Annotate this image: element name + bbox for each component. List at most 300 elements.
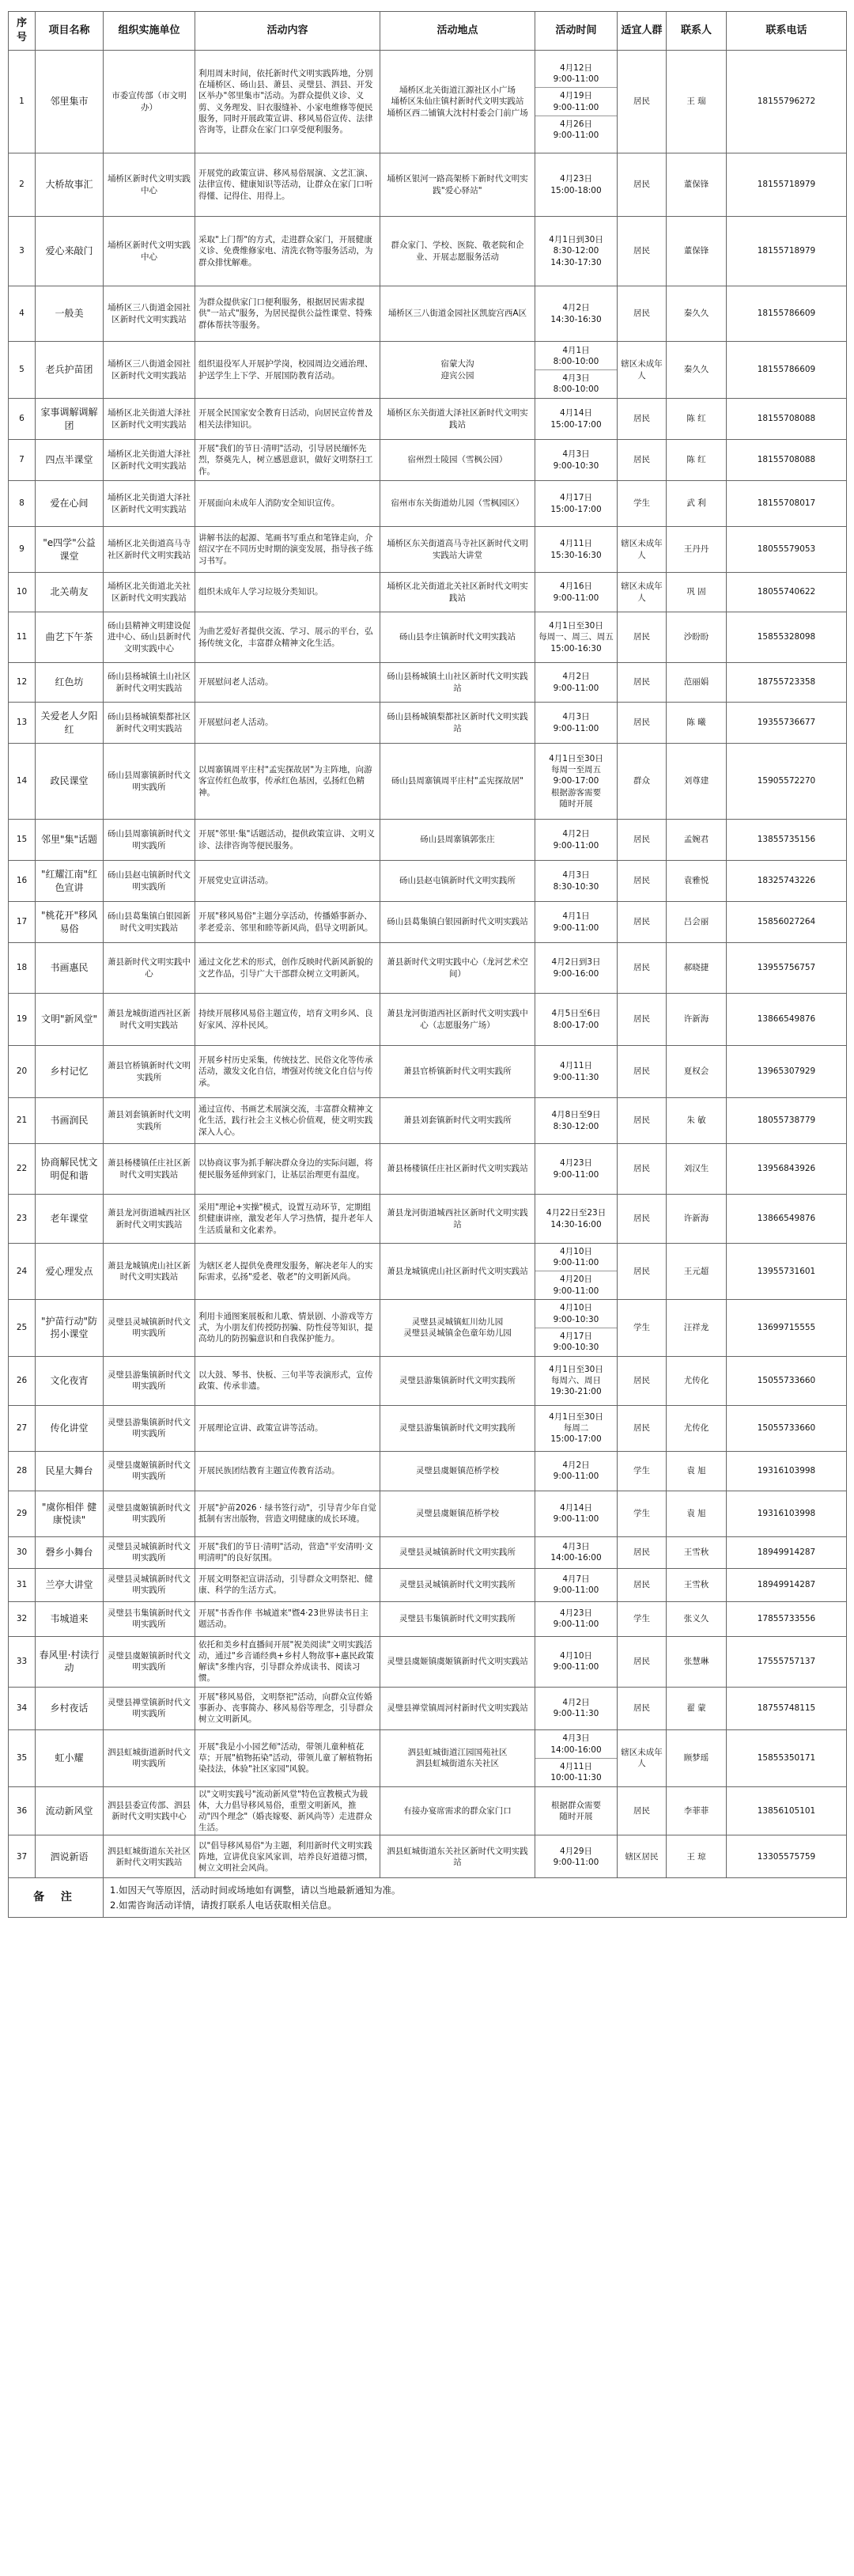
activity-content: 讲解书法的起源、笔画书写重点和笔锋走向，介绍汉字在不同历史时期的演变发展，指导孩子练习书写。 <box>195 527 380 573</box>
contact-phone: 17855733556 <box>727 1601 847 1636</box>
schedule-table-wrap <box>8 11 846 1918</box>
row-no: 6 <box>9 399 36 440</box>
table-row <box>9 1299 847 1356</box>
target-crowd: 居民 <box>618 1356 667 1405</box>
project-name: 磬乡小舞台 <box>36 1536 104 1568</box>
target-crowd: 居民 <box>618 1687 667 1729</box>
activity-location: 埇桥区北关街道北关社区新时代文明实践站 <box>380 573 535 612</box>
contact-phone: 18155786609 <box>727 286 847 342</box>
project-name: 老兵护苗团 <box>36 342 104 399</box>
contact-phone: 18155786609 <box>727 342 847 399</box>
time-slot: 4月8日至9日 8:30-12:00 <box>551 1110 601 1131</box>
organizer: 埇桥区三八街道金园社区新时代文明实践站 <box>104 286 195 342</box>
organizer: 灵璧县虞姬镇新时代文明实践所 <box>104 1451 195 1491</box>
activity-time <box>535 1601 618 1636</box>
row-no: 2 <box>9 153 36 217</box>
header-contact: 联系人 <box>667 12 727 51</box>
row-no: 36 <box>9 1786 36 1835</box>
table-row <box>9 1405 847 1451</box>
table-row <box>9 217 847 286</box>
contact-person: 秦久久 <box>667 286 727 342</box>
project-name: "红耀江南"红色宣讲 <box>36 861 104 902</box>
activity-content: 采用"理论+实操"模式，设置互动环节，定期组织健康讲座，激发老年人学习热情，提升老年人生活质量和文化素养。 <box>195 1195 380 1244</box>
project-name: 兰亭大讲堂 <box>36 1568 104 1601</box>
activity-location: 砀山县周寨镇周平庄村"孟宪探故居" <box>380 744 535 820</box>
time-slot: 4月23日 15:00-18:00 <box>550 174 602 195</box>
target-crowd: 辖区未成年人 <box>618 1729 667 1786</box>
activity-time <box>535 1299 618 1356</box>
contact-person: 刘汉生 <box>667 1144 727 1195</box>
row-no: 18 <box>9 943 36 994</box>
contact-phone: 13955731601 <box>727 1244 847 1300</box>
table-row <box>9 527 847 573</box>
activity-location: 群众家门、学校、医院、敬老院和企业、开展志愿服务活动 <box>380 217 535 286</box>
row-no: 13 <box>9 703 36 744</box>
activity-content: 持续开展移风易俗主题宣传，培育文明乡风、良好家风、淳朴民风。 <box>195 994 380 1046</box>
row-no: 24 <box>9 1244 36 1300</box>
project-name: 乡村夜话 <box>36 1687 104 1729</box>
target-crowd: 居民 <box>618 612 667 663</box>
project-name: 文明"新风堂" <box>36 994 104 1046</box>
row-no: 28 <box>9 1451 36 1491</box>
row-no: 15 <box>9 820 36 861</box>
row-no: 22 <box>9 1144 36 1195</box>
activity-content: 开展"我是小小园艺师"活动，带领儿童种植花草；开展"植物拓染"活动，带领儿童了解植物拓染技法，体验"社区家园"风貌。 <box>195 1729 380 1786</box>
activity-time <box>535 1835 618 1878</box>
time-slot: 4月10日 9:00-10:30 <box>535 1300 617 1328</box>
activity-location: 埇桥区银河一路高架桥下新时代文明实践"爱心驿站" <box>380 153 535 217</box>
contact-phone: 17555757137 <box>727 1636 847 1687</box>
project-name: 政民课堂 <box>36 744 104 820</box>
table-row <box>9 1687 847 1729</box>
project-name: 民星大舞台 <box>36 1451 104 1491</box>
activity-time <box>535 1046 618 1098</box>
target-crowd: 居民 <box>618 1195 667 1244</box>
contact-phone: 13955756757 <box>727 943 847 994</box>
time-slot: 4月2日 9:00-11:30 <box>553 1698 599 1719</box>
activity-time <box>535 1195 618 1244</box>
contact-person: 董保锋 <box>667 217 727 286</box>
time-slot: 4月26日 9:00-11:00 <box>553 119 599 140</box>
project-name: 曲艺下午茶 <box>36 612 104 663</box>
activity-content: 为群众提供家门口便利服务，根据居民需求提供"一站式"服务，为居民提供公益性课堂、特殊群体帮扶等服务。 <box>195 286 380 342</box>
row-no: 35 <box>9 1729 36 1786</box>
header-content: 活动内容 <box>195 12 380 51</box>
contact-person: 尤传化 <box>667 1356 727 1405</box>
activity-content: 开展慰问老人活动。 <box>195 663 380 703</box>
contact-phone: 18055738779 <box>727 1098 847 1144</box>
activity-content: 开展"书香作伴 书城道来"暨4·23世界读书日主题活动。 <box>195 1601 380 1636</box>
row-no: 9 <box>9 527 36 573</box>
contact-phone: 19316103998 <box>727 1451 847 1491</box>
activity-location: 埇桥区东关街道大泽社区新时代文明实践站 <box>380 399 535 440</box>
target-crowd: 居民 <box>618 703 667 744</box>
activity-content: 开展民族团结教育主题宣传教育活动。 <box>195 1451 380 1491</box>
activity-time <box>535 1098 618 1144</box>
row-no: 37 <box>9 1835 36 1878</box>
contact-person: 王元超 <box>667 1244 727 1300</box>
contact-person: 王雪秋 <box>667 1536 727 1568</box>
activity-time <box>535 994 618 1046</box>
target-crowd: 居民 <box>618 820 667 861</box>
time-slot: 4月11日 10:00-11:30 <box>550 1761 602 1782</box>
organizer: 砀山县赵屯镇新时代文明实践所 <box>104 861 195 902</box>
table-body <box>9 51 847 1878</box>
activity-location: 宿州烈士陵园（雪枫公园） <box>380 440 535 481</box>
project-name: "桃花开"移风易俗 <box>36 902 104 943</box>
activity-time <box>535 440 618 481</box>
row-no: 8 <box>9 481 36 527</box>
contact-person: 陈 曦 <box>667 703 727 744</box>
time-slot: 4月2日 9:00-11:00 <box>553 672 599 693</box>
organizer: 萧县刘套镇新时代文明实践所 <box>104 1098 195 1144</box>
activity-location: 砀山县杨城镇土山社区新时代文明实践站 <box>380 663 535 703</box>
contact-person: 巩 固 <box>667 573 727 612</box>
activity-content: 以"倡导移风易俗"为主题，利用新时代文明实践阵地，宣讲优良家风家训，培养良好道德习惯，树立文明社会风尚。 <box>195 1835 380 1878</box>
activity-time <box>535 51 618 153</box>
row-no: 29 <box>9 1491 36 1536</box>
time-slot: 4月12日 9:00-11:00 <box>535 60 617 88</box>
notes-row <box>9 1878 847 1918</box>
table-row <box>9 1451 847 1491</box>
activity-location: 灵璧县虞姬镇虞姬镇新时代文明实践站 <box>380 1636 535 1687</box>
organizer: 萧县杨楼镇任庄社区新时代文明实践站 <box>104 1144 195 1195</box>
table-row <box>9 1244 847 1300</box>
activity-content: 开展"移风易俗"主题分享活动，传播婚事新办、孝老爱亲、邻里和睦等新风尚，倡导文明新风。 <box>195 902 380 943</box>
header-crowd: 适宜人群 <box>618 12 667 51</box>
time-slot: 4月10日 9:00-11:00 <box>535 1244 617 1271</box>
activity-time <box>535 902 618 943</box>
table-row <box>9 744 847 820</box>
project-name: 传化讲堂 <box>36 1405 104 1451</box>
table-row <box>9 1568 847 1601</box>
activity-content: 组织退役军人开展护学岗，校园周边交通治理、护送学生上下学、开展国防教育活动。 <box>195 342 380 399</box>
row-no: 33 <box>9 1636 36 1687</box>
time-slot: 4月11日 15:30-16:30 <box>550 539 602 560</box>
organizer: 埇桥区新时代文明实践中心 <box>104 153 195 217</box>
activity-content: 依托和美乡村直播间开展"祝美阅读"文明实践活动，通过"乡音诵经典+乡村人物故事+惠民政策解读"多维内容，引导群众养成读书、阅读习惯。 <box>195 1636 380 1687</box>
target-crowd: 居民 <box>618 1144 667 1195</box>
time-slot: 4月1日至30日 每周一至周五 9:00-17:00 根据游客需要 随时开展 <box>549 754 603 809</box>
contact-person: 翟 蒙 <box>667 1687 727 1729</box>
contact-person: 朱 敏 <box>667 1098 727 1144</box>
time-slot: 4月1日至30日 每周二 15:00-17:00 <box>549 1411 603 1445</box>
organizer: 砀山县周寨镇新时代文明实践所 <box>104 820 195 861</box>
project-name: 邻里"集"话题 <box>36 820 104 861</box>
project-name: 关爱老人夕阳红 <box>36 703 104 744</box>
activity-content: 开展乡村历史采集，传统技艺、民俗文化等传承活动，激发文化自信，增强对传统文化自信与传承。 <box>195 1046 380 1098</box>
row-no: 12 <box>9 663 36 703</box>
activity-content: 开展"我们的节日·清明"活动，引导居民缅怀先烈，祭奠先人，树立感恩意识，做好文明祭扫工作。 <box>195 440 380 481</box>
activity-time <box>535 820 618 861</box>
contact-phone: 13965307929 <box>727 1046 847 1098</box>
target-crowd: 居民 <box>618 1405 667 1451</box>
table-row <box>9 1536 847 1568</box>
project-name: 红色坊 <box>36 663 104 703</box>
contact-phone: 13866549876 <box>727 994 847 1046</box>
table-row <box>9 1195 847 1244</box>
contact-phone: 18949914287 <box>727 1536 847 1568</box>
time-slot: 4月14日 9:00-11:00 <box>553 1503 599 1525</box>
table-row <box>9 902 847 943</box>
project-name: 协商解民忧文明促和谐 <box>36 1144 104 1195</box>
contact-person: 许新海 <box>667 1195 727 1244</box>
header-no: 序号 <box>9 12 36 51</box>
time-slot: 4月3日 9:00-11:00 <box>553 712 599 733</box>
activity-location: 萧县新时代文明实践中心（龙河艺术空间） <box>380 943 535 994</box>
time-slot: 4月3日 14:00-16:00 <box>550 1542 602 1563</box>
activity-location: 灵璧县游集镇新时代文明实践所 <box>380 1356 535 1405</box>
row-no: 16 <box>9 861 36 902</box>
activity-time <box>535 1144 618 1195</box>
time-slot: 4月3日 14:00-16:00 <box>535 1730 617 1758</box>
activity-location: 泗县虹城街道东关社区新时代文明实践站 <box>380 1835 535 1878</box>
contact-phone: 15855328098 <box>727 612 847 663</box>
contact-person: 夏权会 <box>667 1046 727 1098</box>
activity-content: 开展"护苗2026 · 绿书签行动"，引导青少年自觉抵制有害出版物，营造文明健康的成长环境。 <box>195 1491 380 1536</box>
table-row <box>9 703 847 744</box>
table-row <box>9 286 847 342</box>
organizer: 灵璧县韦集镇新时代文明实践所 <box>104 1601 195 1636</box>
table-row <box>9 1729 847 1786</box>
contact-phone: 15856027264 <box>727 902 847 943</box>
activity-time <box>535 1786 618 1835</box>
organizer: 砀山县杨城镇土山社区新时代文明实践站 <box>104 663 195 703</box>
time-slot: 4月23日 9:00-11:00 <box>553 1158 599 1180</box>
organizer: 埇桥区新时代文明实践中心 <box>104 217 195 286</box>
contact-person: 王雪秋 <box>667 1568 727 1601</box>
target-crowd: 居民 <box>618 440 667 481</box>
organizer: 灵璧县禅堂镇新时代文明实践所 <box>104 1687 195 1729</box>
table-row <box>9 399 847 440</box>
time-slot: 4月1日 9:00-11:00 <box>553 911 599 933</box>
contact-person: 尤传化 <box>667 1405 727 1451</box>
contact-person: 武 利 <box>667 481 727 527</box>
contact-person: 王 琼 <box>667 1835 727 1878</box>
activity-time <box>535 703 618 744</box>
organizer: 砀山县周寨镇新时代文明实践所 <box>104 744 195 820</box>
activity-location: 灵璧县游集镇新时代文明实践所 <box>380 1405 535 1451</box>
activity-content: 通过宣传、书画艺术展演交流，丰富群众精神文化生活，践行社会主义核心价值观，使文明实践深入人心。 <box>195 1098 380 1144</box>
activity-time <box>535 217 618 286</box>
time-slot: 4月22日至23日 14:30-16:00 <box>546 1208 606 1229</box>
target-crowd: 学生 <box>618 1299 667 1356</box>
organizer: 埇桥区北关街道大泽社区新时代文明实践站 <box>104 481 195 527</box>
time-slot: 4月23日 9:00-11:00 <box>553 1608 599 1630</box>
activity-time <box>535 1244 618 1300</box>
activity-content: 通过文化艺术的形式，创作反映时代新风新貌的文艺作品，引导广大干部群众树立文明新风。 <box>195 943 380 994</box>
contact-phone: 18155708088 <box>727 399 847 440</box>
table-row <box>9 573 847 612</box>
notes-text: 1.如因天气等原因，活动时间或场地如有调整，请以当地最新通知为准。 2.如需咨询活动详情，请拨打联系人电话获取相关信息。 <box>104 1878 847 1918</box>
activity-location: 砀山县李庄镇新时代文明实践站 <box>380 612 535 663</box>
organizer: 埇桥区北关街道高马寺社区新时代文明实践站 <box>104 527 195 573</box>
project-name: 乡村记忆 <box>36 1046 104 1098</box>
row-no: 30 <box>9 1536 36 1568</box>
target-crowd: 居民 <box>618 1786 667 1835</box>
activity-location: 萧县刘套镇新时代文明实践所 <box>380 1098 535 1144</box>
time-slot: 4月17日 9:00-10:30 <box>553 1331 599 1352</box>
table-row <box>9 612 847 663</box>
contact-phone: 18755748115 <box>727 1687 847 1729</box>
activity-location: 灵璧县虞姬镇范桥学校 <box>380 1491 535 1536</box>
row-no: 32 <box>9 1601 36 1636</box>
organizer: 灵璧县虞姬镇新时代文明实践所 <box>104 1636 195 1687</box>
activity-schedule-table <box>8 11 847 1918</box>
activity-content: 开展党史宣讲活动。 <box>195 861 380 902</box>
activity-location: 灵璧县虞姬镇范桥学校 <box>380 1451 535 1491</box>
organizer: 市委宣传部（市文明办） <box>104 51 195 153</box>
time-slot: 4月19日 9:00-11:00 <box>535 88 617 116</box>
table-row <box>9 663 847 703</box>
contact-phone: 19355736677 <box>727 703 847 744</box>
activity-location: 灵璧县灵城镇新时代文明实践所 <box>380 1568 535 1601</box>
time-slot: 4月1日 8:00-10:00 <box>535 343 617 370</box>
activity-time <box>535 744 618 820</box>
target-crowd: 居民 <box>618 286 667 342</box>
row-no: 23 <box>9 1195 36 1244</box>
table-row <box>9 1835 847 1878</box>
activity-location: 埇桥区北关街道江源社区小广场 埇桥区朱仙庄镇村新时代文明实践站 埇桥区西二铺镇大沈村村委会门前广场 <box>380 51 535 153</box>
time-slot: 4月2日到3日 9:00-16:00 <box>551 957 601 979</box>
activity-location: 灵璧县灵城镇虹川幼儿园 灵璧县灵城镇金色童年幼儿园 <box>380 1299 535 1356</box>
target-crowd: 居民 <box>618 153 667 217</box>
activity-location: 埇桥区三八街道金园社区凯旋宫西A区 <box>380 286 535 342</box>
target-crowd: 居民 <box>618 994 667 1046</box>
organizer: 灵璧县游集镇新时代文明实践所 <box>104 1356 195 1405</box>
contact-phone: 13305575759 <box>727 1835 847 1878</box>
target-crowd: 群众 <box>618 744 667 820</box>
table-row <box>9 994 847 1046</box>
contact-phone: 13856105101 <box>727 1786 847 1835</box>
activity-content: 开展党的政策宣讲、移风易俗展演、文艺汇演、法律宣传、健康知识等活动，让群众在家门口听得懂、记得住、用得上。 <box>195 153 380 217</box>
time-slot: 4月29日 9:00-11:00 <box>553 1846 599 1867</box>
activity-content: 以协商议事为抓手解决群众身边的实际问题，将便民服务延伸到家门，让基层治理更有温度。 <box>195 1144 380 1195</box>
target-crowd: 居民 <box>618 1098 667 1144</box>
time-slot: 4月1日至30日 每周六、周日 19:30-21:00 <box>549 1364 603 1397</box>
activity-content: 为辖区老人提供免费理发服务，解决老年人的实际需求，弘扬"爱老、敬老"的文明新风尚。 <box>195 1244 380 1300</box>
activity-content: 组织未成年人学习垃圾分类知识。 <box>195 573 380 612</box>
contact-person: 袁雅悦 <box>667 861 727 902</box>
contact-phone: 18755723358 <box>727 663 847 703</box>
table-row <box>9 943 847 994</box>
project-name: 虹小耀 <box>36 1729 104 1786</box>
contact-phone: 18325743226 <box>727 861 847 902</box>
target-crowd: 居民 <box>618 902 667 943</box>
project-name: "e四学"公益课堂 <box>36 527 104 573</box>
target-crowd: 居民 <box>618 1046 667 1098</box>
activity-content: 开展文明祭祀宣讲活动，引导群众文明祭祀、健康、科学的生活方式。 <box>195 1568 380 1601</box>
project-name: 家事调解调解团 <box>36 399 104 440</box>
activity-time <box>535 342 618 399</box>
time-slot: 4月16日 9:00-11:00 <box>553 581 599 603</box>
activity-time <box>535 1356 618 1405</box>
project-name: 邻里集市 <box>36 51 104 153</box>
activity-location: 萧县龙河街道西社区新时代文明实践中心（志愿服务广场） <box>380 994 535 1046</box>
organizer: 砀山县精神文明建设促进中心、砀山县新时代文明实践中心 <box>104 612 195 663</box>
contact-person: 陈 红 <box>667 399 727 440</box>
project-name: 爱在心间 <box>36 481 104 527</box>
row-no: 11 <box>9 612 36 663</box>
activity-content: 开展"移风易俗，文明祭祀"活动，向群众宣传婚事新办、丧事简办、移风易俗等理念，引导群众树立文明新风。 <box>195 1687 380 1729</box>
contact-person: 顾梦瑶 <box>667 1729 727 1786</box>
project-name: "护苗行动"防拐小课堂 <box>36 1299 104 1356</box>
project-name: 书画惠民 <box>36 943 104 994</box>
activity-content: 利用卡通图案展板和儿歌、情景剧、小游戏等方式，为小朋友们传授防拐骗、防性侵等知识，提高幼儿的防拐骗意识和自我保护能力。 <box>195 1299 380 1356</box>
header-project-name: 项目名称 <box>36 12 104 51</box>
target-crowd: 居民 <box>618 861 667 902</box>
activity-time <box>535 399 618 440</box>
time-slot: 4月2日 9:00-11:00 <box>553 1460 599 1482</box>
contact-phone: 15055733660 <box>727 1356 847 1405</box>
activity-content: 开展慰问老人活动。 <box>195 703 380 744</box>
organizer: 萧县龙河街道城西社区新时代文明实践站 <box>104 1195 195 1244</box>
activity-content: 以"文明实践号"流动新风堂"特色宣教模式为载体，大力倡导移风易俗，重塑文明新风，推动"四个理念"（婚丧嫁娶、新风尚等）走进群众生活。 <box>195 1786 380 1835</box>
organizer: 埇桥区北关街道大泽社区新时代文明实践站 <box>104 399 195 440</box>
activity-time <box>535 663 618 703</box>
header-time: 活动时间 <box>535 12 618 51</box>
target-crowd: 学生 <box>618 1451 667 1491</box>
time-slot: 4月3日 8:30-10:30 <box>553 870 599 892</box>
contact-phone: 18949914287 <box>727 1568 847 1601</box>
organizer: 埇桥区北关街道大泽社区新时代文明实践站 <box>104 440 195 481</box>
contact-phone: 15855350171 <box>727 1729 847 1786</box>
activity-location: 砀山县赵屯镇新时代文明实践所 <box>380 861 535 902</box>
contact-person: 孟婉君 <box>667 820 727 861</box>
table-row <box>9 1098 847 1144</box>
row-no: 5 <box>9 342 36 399</box>
organizer: 灵璧县虞姬镇新时代文明实践所 <box>104 1491 195 1536</box>
activity-time <box>535 573 618 612</box>
row-no: 31 <box>9 1568 36 1601</box>
contact-phone: 19316103998 <box>727 1491 847 1536</box>
project-name: 爱心理发点 <box>36 1244 104 1300</box>
table-row <box>9 1601 847 1636</box>
row-no: 26 <box>9 1356 36 1405</box>
target-crowd: 辖区未成年人 <box>618 573 667 612</box>
project-name: 一般美 <box>36 286 104 342</box>
header-phone: 联系电话 <box>727 12 847 51</box>
project-name: 老年课堂 <box>36 1195 104 1244</box>
contact-person: 范丽娟 <box>667 663 727 703</box>
contact-phone: 18155708017 <box>727 481 847 527</box>
activity-time <box>535 153 618 217</box>
activity-time <box>535 481 618 527</box>
organizer: 灵璧县灵城镇新时代文明实践所 <box>104 1536 195 1568</box>
contact-phone: 18055579053 <box>727 527 847 573</box>
project-name: 四点半课堂 <box>36 440 104 481</box>
activity-time <box>535 1405 618 1451</box>
contact-phone: 13866549876 <box>727 1195 847 1244</box>
organizer: 萧县新时代文明实践中心 <box>104 943 195 994</box>
time-slot: 4月3日 8:00-10:00 <box>553 373 599 395</box>
organizer: 灵璧县灵城镇新时代文明实践所 <box>104 1299 195 1356</box>
time-slot: 4月1日到30日 8:30-12:00 14:30-17:30 <box>549 235 603 267</box>
contact-person: 汪祥龙 <box>667 1299 727 1356</box>
table-row <box>9 1491 847 1536</box>
row-no: 1 <box>9 51 36 153</box>
time-slot: 4月10日 9:00-11:00 <box>553 1651 599 1673</box>
activity-location: 灵璧县禅堂镇周河村新时代文明实践站 <box>380 1687 535 1729</box>
project-name: 北关萌友 <box>36 573 104 612</box>
organizer: 泗县县委宣传部、泗县新时代文明实践中心 <box>104 1786 195 1835</box>
target-crowd: 学生 <box>618 481 667 527</box>
contact-person: 袁 旭 <box>667 1451 727 1491</box>
contact-person: 沙盼盼 <box>667 612 727 663</box>
project-name: 春风里·村读行动 <box>36 1636 104 1687</box>
time-slot: 4月20日 9:00-11:00 <box>553 1275 599 1296</box>
target-crowd: 居民 <box>618 51 667 153</box>
